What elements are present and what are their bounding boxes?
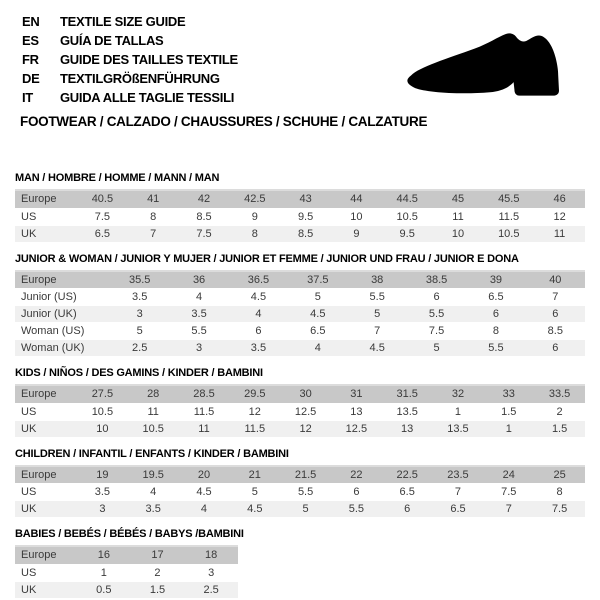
size-cell: 3.5 (169, 306, 228, 323)
size-cell: 3.5 (77, 484, 128, 501)
size-cell: 4.5 (179, 484, 230, 501)
size-cell: 9 (331, 225, 382, 242)
size-row-woman-us (15, 323, 585, 340)
size-cell: 38 (348, 271, 407, 289)
size-cell: 8 (229, 225, 280, 242)
size-row-junior-us (15, 289, 585, 306)
size-cell: 1 (433, 403, 484, 420)
size-row-europe (15, 385, 585, 403)
size-cell: 3.5 (229, 340, 288, 357)
size-cell: 10 (331, 208, 382, 225)
size-cell: 6.5 (382, 484, 433, 501)
row-label: Junior (UK) (15, 306, 110, 323)
size-cell: 21.5 (280, 466, 331, 484)
size-cell: 23.5 (433, 466, 484, 484)
size-cell: 1.5 (534, 420, 585, 437)
size-cell: 4.5 (229, 289, 288, 306)
size-cell: 8.5 (526, 323, 585, 340)
size-cell: 11 (534, 225, 585, 242)
size-row-us (15, 208, 585, 225)
size-cell: 10.5 (382, 208, 433, 225)
language-label: TEXTILGRÖßENFÜHRUNG (60, 71, 220, 86)
size-row-uk (15, 420, 585, 437)
size-cell: 5.5 (280, 484, 331, 501)
size-cell: 37.5 (288, 271, 347, 289)
size-cell: 5.5 (331, 501, 382, 518)
size-cell: 25 (534, 466, 585, 484)
size-cell: 9 (229, 208, 280, 225)
size-cell: 5 (348, 306, 407, 323)
size-cell: 3 (184, 564, 238, 581)
size-cell: 2.5 (110, 340, 169, 357)
size-cell: 39 (466, 271, 525, 289)
size-cell: 5.5 (466, 340, 525, 357)
size-cell: 7 (433, 484, 484, 501)
size-cell: 1 (483, 420, 534, 437)
size-cell: 7 (526, 289, 585, 306)
row-label: US (15, 403, 77, 420)
size-cell: 1.5 (131, 581, 185, 598)
size-cell: 6.5 (466, 289, 525, 306)
size-cell: 31.5 (382, 385, 433, 403)
size-cell: 7 (348, 323, 407, 340)
row-label: Europe (15, 271, 110, 289)
size-cell: 3.5 (128, 501, 179, 518)
size-cell: 40.5 (77, 190, 128, 208)
size-cell: 31 (331, 385, 382, 403)
language-code: EN (22, 14, 40, 29)
size-cell: 5.5 (348, 289, 407, 306)
size-cell: 36 (169, 271, 228, 289)
size-cell: 5 (288, 289, 347, 306)
size-cell: 11.5 (483, 208, 534, 225)
size-cell: 4 (179, 501, 230, 518)
size-cell: 6 (331, 484, 382, 501)
size-cell: 41 (128, 190, 179, 208)
size-cell: 6 (466, 306, 525, 323)
size-cell: 11 (128, 403, 179, 420)
language-code: IT (22, 90, 33, 105)
size-cell: 4 (229, 306, 288, 323)
size-cell: 8.5 (179, 208, 230, 225)
size-cell: 2.5 (184, 581, 238, 598)
size-row-junior-uk (15, 306, 585, 323)
size-cell: 6 (229, 323, 288, 340)
size-cell: 35.5 (110, 271, 169, 289)
size-cell: 11.5 (179, 403, 230, 420)
size-cell: 7 (128, 225, 179, 242)
size-cell: 4 (128, 484, 179, 501)
size-cell: 5.5 (169, 323, 228, 340)
size-cell: 5 (110, 323, 169, 340)
row-label: Europe (15, 466, 77, 484)
size-cell: 28.5 (179, 385, 230, 403)
size-cell: 10 (433, 225, 484, 242)
dress-shoe-icon (392, 25, 578, 99)
size-cell: 5 (229, 484, 280, 501)
size-cell: 8 (534, 484, 585, 501)
size-cell: 11.5 (229, 420, 280, 437)
size-table-junior-woman (15, 270, 585, 358)
language-label: GUÍA DE TALLAS (60, 33, 164, 48)
size-cell: 13 (382, 420, 433, 437)
row-label: UK (15, 501, 77, 518)
size-cell: 6.5 (77, 225, 128, 242)
size-cell: 36.5 (229, 271, 288, 289)
size-cell: 22.5 (382, 466, 433, 484)
size-cell: 30 (280, 385, 331, 403)
size-table-man (15, 189, 585, 243)
size-row-europe (15, 271, 585, 289)
size-cell: 12.5 (280, 403, 331, 420)
size-table-children (15, 465, 585, 519)
size-cell: 3 (169, 340, 228, 357)
size-cell: 45.5 (483, 190, 534, 208)
size-cell: 8 (466, 323, 525, 340)
size-cell: 16 (77, 546, 131, 564)
size-cell: 21 (229, 466, 280, 484)
size-cell: 27.5 (77, 385, 128, 403)
size-cell: 29.5 (229, 385, 280, 403)
size-row-woman-uk (15, 340, 585, 357)
size-cell: 22 (331, 466, 382, 484)
size-cell: 1 (77, 564, 131, 581)
size-cell: 6 (526, 340, 585, 357)
size-cell: 46 (534, 190, 585, 208)
row-label: Europe (15, 546, 77, 564)
size-row-us (15, 403, 585, 420)
size-cell: 19.5 (128, 466, 179, 484)
size-cell: 4 (288, 340, 347, 357)
size-cell: 6.5 (288, 323, 347, 340)
language-code: DE (22, 71, 40, 86)
size-cell: 11 (179, 420, 230, 437)
size-cell: 4.5 (348, 340, 407, 357)
size-cell: 9.5 (382, 225, 433, 242)
size-cell: 2 (534, 403, 585, 420)
size-cell: 7.5 (407, 323, 466, 340)
size-cell: 12 (280, 420, 331, 437)
size-cell: 6 (407, 289, 466, 306)
section-title-man: MAN / HOMBRE / HOMME / MANN / MAN (15, 172, 220, 184)
size-cell: 7 (483, 501, 534, 518)
size-cell: 42.5 (229, 190, 280, 208)
size-cell: 38.5 (407, 271, 466, 289)
size-cell: 12 (229, 403, 280, 420)
size-cell: 33 (483, 385, 534, 403)
size-cell: 4.5 (229, 501, 280, 518)
size-cell: 10.5 (483, 225, 534, 242)
size-cell: 18 (184, 546, 238, 564)
language-label: TEXTILE SIZE GUIDE (60, 14, 186, 29)
section-title-babies: BABIES / BEBÉS / BÉBÉS / BABYS /BAMBINI (15, 528, 244, 540)
size-cell: 4 (169, 289, 228, 306)
size-cell: 6 (382, 501, 433, 518)
size-cell: 13.5 (382, 403, 433, 420)
size-cell: 8.5 (280, 225, 331, 242)
size-cell: 3 (110, 306, 169, 323)
language-label: GUIDE DES TAILLES TEXTILE (60, 52, 238, 67)
language-label: GUIDA ALLE TAGLIE TESSILI (60, 90, 235, 105)
size-cell: 40 (526, 271, 585, 289)
row-label: US (15, 564, 77, 581)
size-cell: 33.5 (534, 385, 585, 403)
size-row-europe (15, 190, 585, 208)
section-title-kids: KIDS / NIÑOS / DES GAMINS / KINDER / BAMBINI (15, 367, 263, 379)
language-code: FR (22, 52, 39, 67)
size-cell: 19 (77, 466, 128, 484)
size-cell: 9.5 (280, 208, 331, 225)
size-cell: 4.5 (288, 306, 347, 323)
size-table-kids (15, 384, 585, 438)
row-label: Woman (US) (15, 323, 110, 340)
size-cell: 7.5 (483, 484, 534, 501)
size-cell: 24 (483, 466, 534, 484)
size-cell: 12.5 (331, 420, 382, 437)
language-code: ES (22, 33, 39, 48)
size-row-uk (15, 225, 585, 242)
row-label: UK (15, 581, 77, 598)
size-row-uk (15, 501, 585, 518)
size-cell: 20 (179, 466, 230, 484)
size-cell: 44 (331, 190, 382, 208)
size-cell: 44.5 (382, 190, 433, 208)
size-cell: 32 (433, 385, 484, 403)
row-label: Europe (15, 190, 77, 208)
size-cell: 3 (77, 501, 128, 518)
size-row-us (15, 564, 238, 581)
size-cell: 13.5 (433, 420, 484, 437)
size-cell: 5.5 (407, 306, 466, 323)
size-cell: 10.5 (77, 403, 128, 420)
row-label: UK (15, 420, 77, 437)
size-cell: 0.5 (77, 581, 131, 598)
row-label: Junior (US) (15, 289, 110, 306)
size-cell: 5 (407, 340, 466, 357)
size-cell: 42 (179, 190, 230, 208)
size-cell: 8 (128, 208, 179, 225)
size-row-europe (15, 466, 585, 484)
size-cell: 7.5 (77, 208, 128, 225)
size-row-uk (15, 581, 238, 598)
section-title-junior-woman: JUNIOR & WOMAN / JUNIOR Y MUJER / JUNIOR ET FEMME / JUNIOR UND FRAU / JUNIOR E DONA (15, 252, 519, 265)
row-label: US (15, 484, 77, 501)
size-cell: 28 (128, 385, 179, 403)
row-label: Woman (UK) (15, 340, 110, 357)
size-row-us (15, 484, 585, 501)
size-cell: 43 (280, 190, 331, 208)
size-cell: 7.5 (534, 501, 585, 518)
size-cell: 5 (280, 501, 331, 518)
row-label: US (15, 208, 77, 225)
size-cell: 10.5 (128, 420, 179, 437)
size-cell: 3.5 (110, 289, 169, 306)
row-label: Europe (15, 385, 77, 403)
category-title: FOOTWEAR / CALZADO / CHAUSSURES / SCHUHE / CALZATURE (20, 114, 428, 129)
size-cell: 13 (331, 403, 382, 420)
size-cell: 7.5 (179, 225, 230, 242)
size-cell: 10 (77, 420, 128, 437)
section-title-children: CHILDREN / INFANTIL / ENFANTS / KINDER / BAMBINI (15, 447, 289, 460)
row-label: UK (15, 225, 77, 242)
size-cell: 6.5 (433, 501, 484, 518)
size-cell: 17 (131, 546, 185, 564)
size-cell: 1.5 (483, 403, 534, 420)
size-table-babies (15, 545, 238, 599)
size-cell: 6 (526, 306, 585, 323)
size-cell: 45 (433, 190, 484, 208)
size-cell: 11 (433, 208, 484, 225)
size-cell: 2 (131, 564, 185, 581)
size-cell: 12 (534, 208, 585, 225)
size-row-europe (15, 546, 238, 564)
